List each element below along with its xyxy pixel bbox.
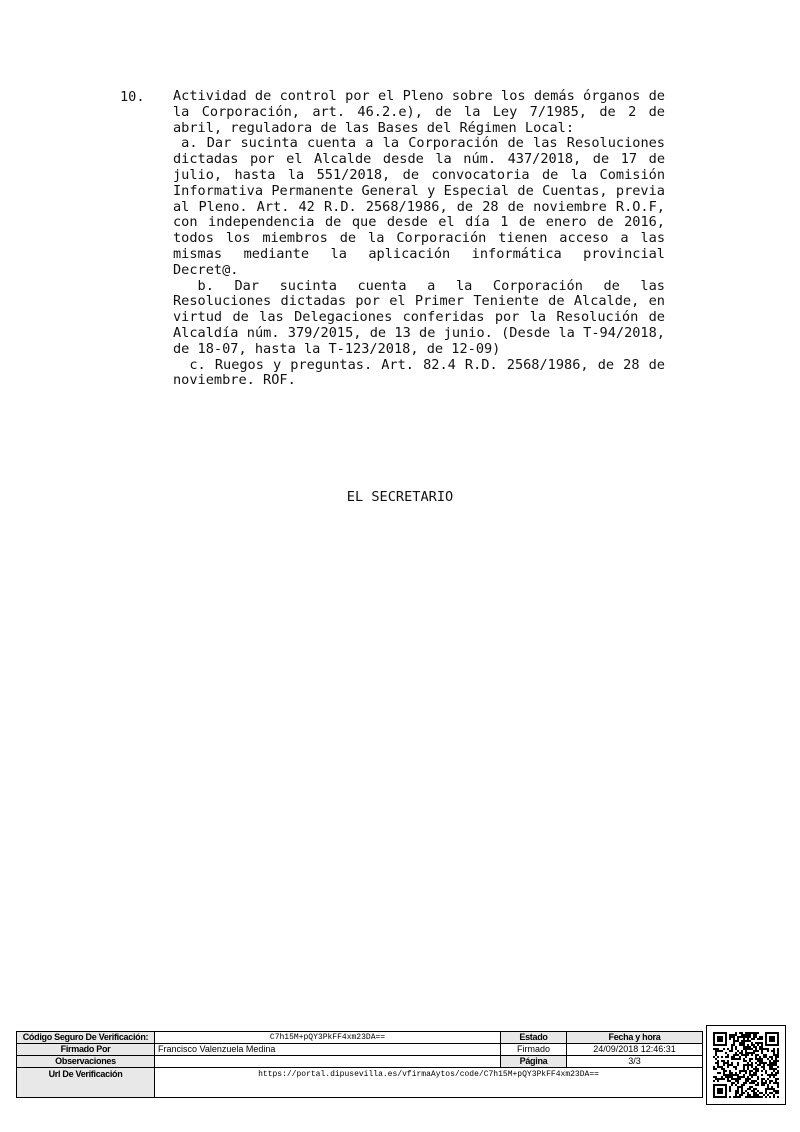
estado-label: Estado — [501, 1032, 567, 1044]
pagina-value: 3/3 — [567, 1056, 703, 1068]
code-label: Código Seguro De Verificación: — [17, 1032, 155, 1044]
qr-code-icon — [706, 1025, 786, 1105]
estado-value: Firmado — [501, 1044, 567, 1056]
signature-title: EL SECRETARIO — [346, 489, 454, 505]
code-value: C7h15M+pQY3PkFF4xm23DA== — [155, 1032, 501, 1044]
qr-code-graphic — [713, 1032, 779, 1098]
fecha-label: Fecha y hora — [567, 1032, 703, 1044]
agenda-item-body — [173, 89, 665, 389]
url-label: Url De Verificación — [17, 1068, 155, 1098]
observaciones-value — [155, 1056, 501, 1068]
firmado-label: Firmado Por — [17, 1044, 155, 1056]
verification-table — [16, 1031, 703, 1098]
agenda-subitem-b: b. Dar sucinta cuenta a la Corporación de las Resoluciones dictadas por el Primer Teniente de Alcalde, en virtud de las Delegaciones conferidas por la Resolución de Alcaldía núm. 379/2015, de 13 de junio. (Desde la T-94/2018, de 18-07, hasta la T-123/2018, de 12-09) — [173, 277, 665, 357]
observaciones-label: Observaciones — [17, 1056, 155, 1068]
agenda-subitem-c: c. Ruegos y preguntas. Art. 82.4 R.D. 2568/1986, de 28 de noviembre. ROF. — [173, 356, 665, 389]
verification-url-link[interactable]: https://portal.dipusevilla.es/vfirmaAytos/code/C7h15M+pQY3PkFF4xm23DA== — [155, 1068, 703, 1098]
fecha-value: 24/09/2018 12:46:31 — [567, 1044, 703, 1056]
agenda-item-intro: Actividad de control por el Pleno sobre los demás órganos de la Corporación, art. 46.2.e), de la Ley 7/1985, de 2 de abril, reguladora de las Bases del Régimen Local: — [173, 88, 665, 136]
agenda-item-number: 10. — [120, 89, 145, 105]
agenda-subitem-a: a. Dar sucinta cuenta a la Corporación de las Resoluciones dictadas por el Alcalde desde la núm. 437/2018, de 17 de julio, hasta la 551/2018, de convocatoria de la Comisión Informativa Permanente General y Especial de Cuentas, previa al Pleno. Art. 42 R.D. 2568/1986, de 28 de noviembre R.O.F, con independencia de que desde el día 1 de enero de 2016, todos los miembros de la Corporación tienen acceso a las mismas mediante la aplicación informática provincial Decret@. — [173, 135, 665, 278]
pagina-label: Página — [501, 1056, 567, 1068]
firmado-value: Francisco Valenzuela Medina — [155, 1044, 501, 1056]
